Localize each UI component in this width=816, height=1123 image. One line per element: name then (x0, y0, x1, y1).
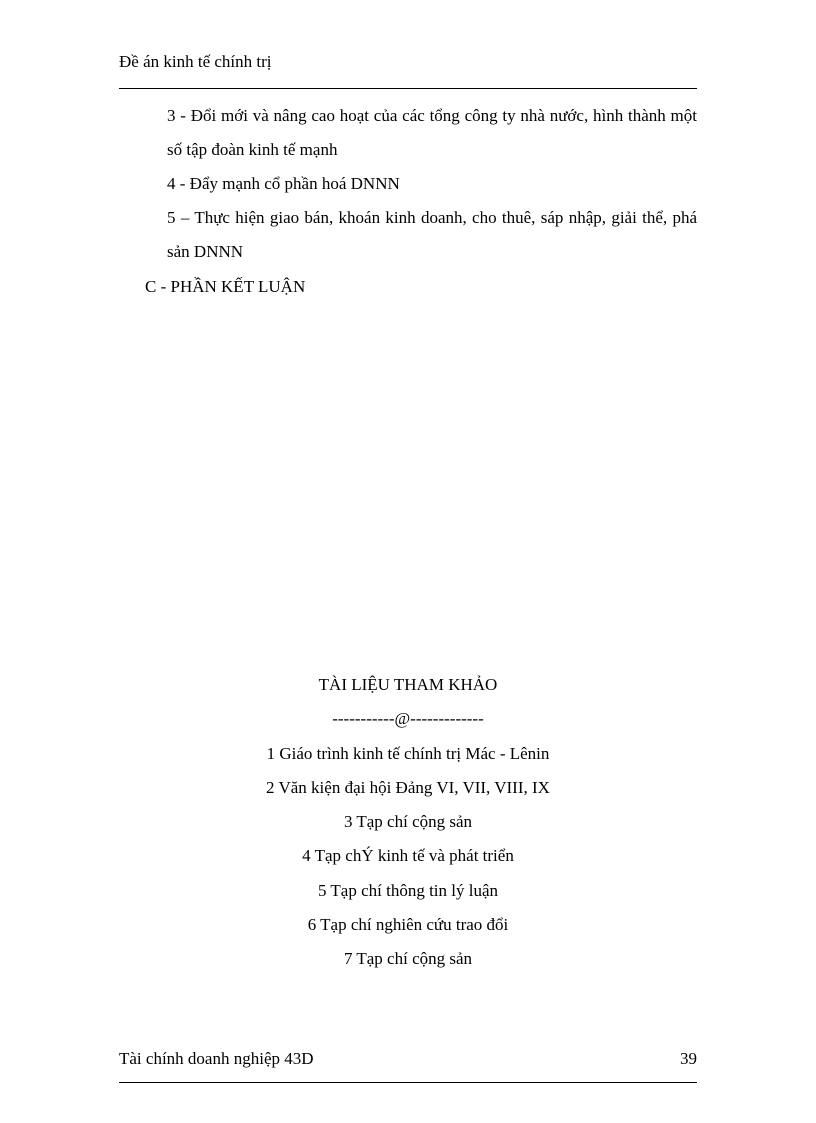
reference-item: 2 Văn kiện đại hội Đảng VI, VII, VIII, IX (266, 777, 550, 797)
footer-rule (119, 1082, 697, 1083)
outline-list (167, 99, 697, 269)
outline-item-5: 5 – Thực hiện giao bán, khoán kinh doanh, cho thuê, sáp nhập, giải thể, phá sản DNNN (167, 208, 697, 261)
outline-item-4: 4 - Đẩy mạnh cổ phần hoá DNNN (167, 174, 400, 193)
page-header-title: Đề án kinh tế chính trị (119, 52, 272, 71)
reference-item: 3 Tạp chí cộng sản (343, 812, 473, 832)
header-rule (119, 88, 697, 89)
footer-text: Tài chính doanh nghiệp 43D (119, 1049, 314, 1068)
reference-item: 5 Tạp chí thông tin lý luận (317, 880, 499, 900)
references-block (119, 668, 697, 977)
outline-item-3: 3 - Đổi mới và nâng cao hoạt của các tổng công ty nhà nước, hình thành một số tập đoàn kinh tế mạnh (167, 106, 697, 159)
section-c-heading: C - PHẦN KẾT LUẬN (145, 277, 306, 296)
references-title: TÀI LIỆU THAM KHẢO (318, 675, 498, 694)
reference-item: 4 Tạp chÝ kinh tế và phát triển (302, 846, 514, 866)
reference-item: 1 Giáo trình kinh tế chính trị Mác - Lênin (266, 743, 550, 763)
references-separator: -----------@------------- (332, 709, 484, 729)
reference-item: 6 Tạp chí nghiên cứu trao đổi (307, 915, 509, 935)
reference-item: 7 Tạp chí cộng sản (343, 949, 473, 969)
page-number: 39 (680, 1049, 697, 1068)
